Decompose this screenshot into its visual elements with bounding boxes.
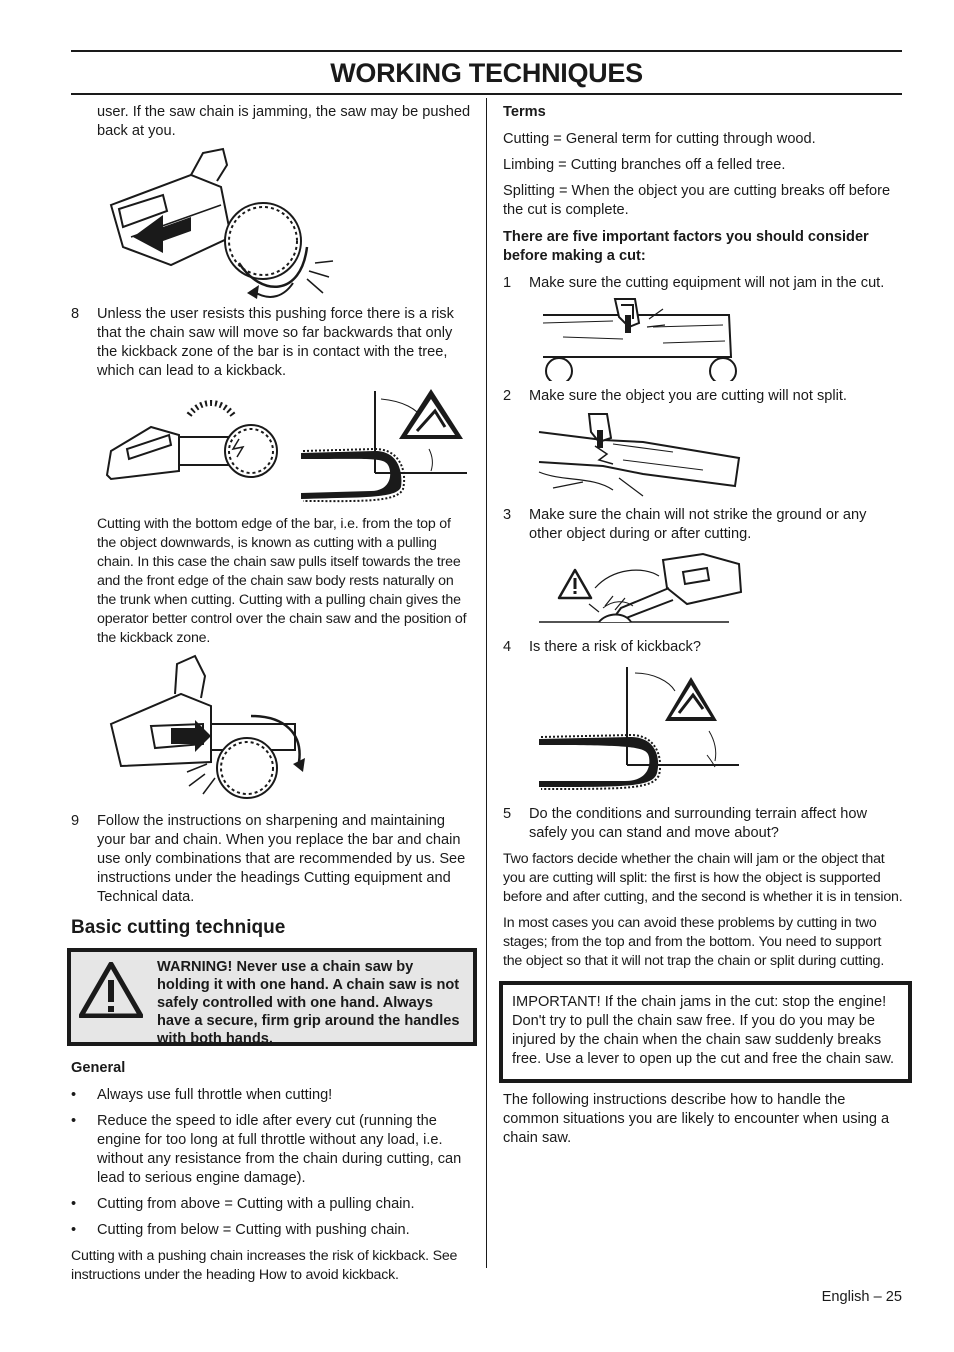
list-item-9: 9 Follow the instructions on sharpening and maintaining your bar and chain. When you replace the bar and chain use only combinations that are recommended by us. See instructions under the headings Cutting equipment and Technical data. (71, 813, 466, 905)
column-divider (486, 98, 487, 1268)
chainsaw-pulling-chain-illustration (71, 654, 473, 806)
closing-paragraph: Cutting with a pushing chain increases the risk of kickback. See instructions under the heading How to avoid kickback. (71, 1248, 458, 1283)
intro-paragraph: user. If the saw chain is jamming, the saw may be pushed back at you. (97, 104, 471, 139)
two-stage-paragraph: In most cases you can avoid these problems by cutting in two stages; from the top and from the bottom. You need to support the object so that it will not trap the chain or split during cutting. (503, 915, 885, 969)
factor-item-2: 2 Make sure the object you are cutting will not split. (503, 388, 847, 404)
list-item: • Reduce the speed to idle after every cut (running the engine for too long at full throttle without any load, i.e. without any resistance from the chain during cutting, can lead to serious engine damage). (71, 1113, 462, 1186)
general-heading: General (71, 1060, 126, 1076)
log-on-supports-illustration (503, 297, 903, 381)
warning-text: WARNING! Never use a chain saw by holding it with one hand. A chain saw is not safely controlled with one hand. Always have a secure, firm grip around the handles with both hands. (157, 959, 460, 1047)
chainsaw-pushback-illustration (71, 147, 473, 299)
chain-strike-ground-illustration (503, 548, 903, 634)
page-title: WORKING TECHNIQUES (330, 58, 643, 88)
list-item: • Cutting from above = Cutting with a pulling chain. (71, 1196, 415, 1212)
warning-triangle-icon (79, 962, 143, 1018)
factor-item-5: 5 Do the conditions and surrounding terrain affect how safely you can stand and move about? (503, 806, 868, 841)
top-rule (71, 50, 902, 52)
right-column (503, 103, 903, 1148)
page-footer: English – 25 (821, 1289, 902, 1305)
warning-box (67, 948, 477, 1046)
list-item: • Always use full throttle when cutting! (71, 1087, 333, 1103)
title-rule (71, 93, 902, 95)
section-heading-basic-cutting: Basic cutting technique (71, 917, 286, 938)
jam-split-paragraph: Two factors decide whether the chain will jam or the object that you are cutting will split: the first is how the object is supported before and after cutting, and the second is whether it is in tension. (503, 851, 903, 905)
kickback-risk-illustration (503, 661, 903, 801)
factor-item-4: 4 Is there a risk of kickback? (503, 639, 701, 655)
factor-item-1: 1 Make sure the cutting equipment will not jam in the cut. (503, 275, 885, 291)
factor-item-3: 3 Make sure the chain will not strike the ground or any other object during or after cutting. (503, 507, 867, 542)
left-column (71, 103, 473, 1285)
list-item-8: 8 Unless the user resists this pushing force there is a risk that the chain saw will move so far backwards that only the kickback zone of the bar is in contact with the tree, which can lead to a kickback. (71, 306, 454, 379)
important-box (499, 981, 912, 1083)
factors-heading: There are five important factors you should consider before making a cut: (503, 229, 869, 264)
following-instructions-paragraph: The following instructions describe how to handle the common situations you are likely to encounter when using a chain saw. (503, 1092, 890, 1146)
kickback-zone-illustration (71, 387, 473, 505)
term-cutting: Cutting = General term for cutting through wood. (503, 131, 816, 147)
term-limbing: Limbing = Cutting branches off a felled tree. (503, 157, 786, 173)
important-text: IMPORTANT! If the chain jams in the cut: stop the engine! Don't try to pull the chain saw free. If you do you may be injured by the chain when the chain saw suddenly breaks free. Use a lever to open up the cut and free the chain saw. (512, 994, 895, 1067)
term-splitting: Splitting = When the object you are cutting breaks off before the cut is complete. (503, 183, 891, 218)
splitting-log-illustration (503, 412, 903, 502)
terms-heading: Terms (503, 104, 546, 120)
list-item: • Cutting from below = Cutting with pushing chain. (71, 1222, 410, 1238)
pulling-chain-paragraph: Cutting with the bottom edge of the bar, i.e. from the top of the object downwards, is known as cutting with a pulling chain. In this case the chain saw pulls itself towards the tree and the front edge of the chain saw body rests naturally on the trunk when cutting. Cutting with a pulling chain gives the operator better control over the chain saw and the position of the kickback zone. (97, 516, 467, 646)
